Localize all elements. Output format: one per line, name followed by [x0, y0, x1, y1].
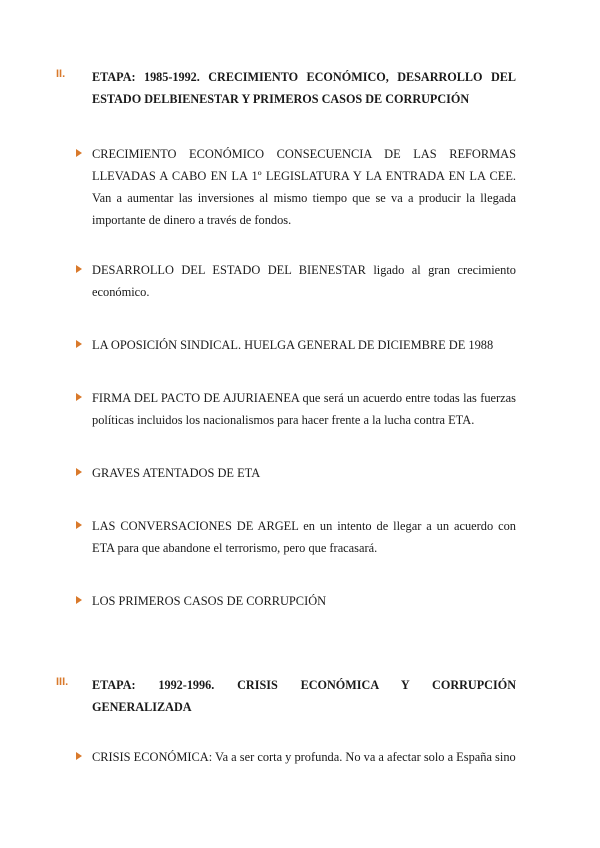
section-title-line1: ETAPA: 1992-1996. CRISIS ECONÓMICA Y CORRUPCIÓN	[92, 678, 516, 692]
bullet-item	[76, 334, 516, 356]
section-title-line1: ETAPA: 1985-1992. CRECIMIENTO ECONÓMICO, DESARROLLO DEL	[92, 70, 516, 84]
bullet-item	[76, 515, 516, 559]
bullet-item	[76, 259, 516, 303]
bullet-item	[76, 387, 516, 431]
arrow-bullet-icon	[76, 340, 82, 348]
arrow-bullet-icon	[76, 752, 82, 760]
bullet-text: GRAVES ATENTADOS DE ETA	[92, 466, 261, 480]
bullet-text: LA OPOSICIÓN SINDICAL. HUELGA GENERAL DE DICIEMBRE DE 1988	[92, 338, 494, 352]
arrow-bullet-icon	[76, 468, 82, 476]
section-title-line2: ESTADO DELBIENESTAR Y PRIMEROS CASOS DE CORRUPCIÓN	[92, 92, 470, 106]
section-numeral: III.	[56, 676, 69, 688]
arrow-bullet-icon	[76, 596, 82, 604]
bullet-text: CRECIMIENTO ECONÓMICO CONSECUENCIA DE LAS REFORMAS LLEVADAS A CABO EN LA 1º LEGISLATURA Y LA ENTRADA EN LA CEE. Van a aumentar las inversiones al mismo tiempo que se va a producir la llegada importante de dinero a través de fondos.	[92, 147, 516, 227]
bullet-text: CRISIS ECONÓMICA: Va a ser corta y profunda. No va a afectar solo a España sino	[92, 750, 516, 764]
arrow-bullet-icon	[76, 149, 82, 157]
section-numeral: II.	[56, 68, 66, 80]
bullet-item	[76, 462, 516, 484]
bullet-item	[76, 590, 516, 612]
bullet-text: DESARROLLO DEL ESTADO DEL BIENESTAR ligado al gran crecimiento económico.	[92, 263, 516, 299]
section-title	[92, 66, 516, 110]
bullet-text: FIRMA DEL PACTO DE AJURIAENEA que será un acuerdo entre todas las fuerzas políticas incluidos los nacionalismos para hacer frente a la lucha contra ETA.	[92, 391, 516, 427]
bullet-text: LAS CONVERSACIONES DE ARGEL en un intento de llegar a un acuerdo con ETA para que abandone el terrorismo, pero que fracasará.	[92, 519, 516, 555]
arrow-bullet-icon	[76, 393, 82, 401]
arrow-bullet-icon	[76, 265, 82, 273]
bullet-text: LOS PRIMEROS CASOS DE CORRUPCIÓN	[92, 594, 327, 608]
section-title	[92, 674, 516, 718]
arrow-bullet-icon	[76, 521, 82, 529]
section-title-line2: GENERALIZADA	[92, 700, 192, 714]
bullet-item	[76, 746, 516, 768]
bullet-item	[76, 143, 516, 231]
